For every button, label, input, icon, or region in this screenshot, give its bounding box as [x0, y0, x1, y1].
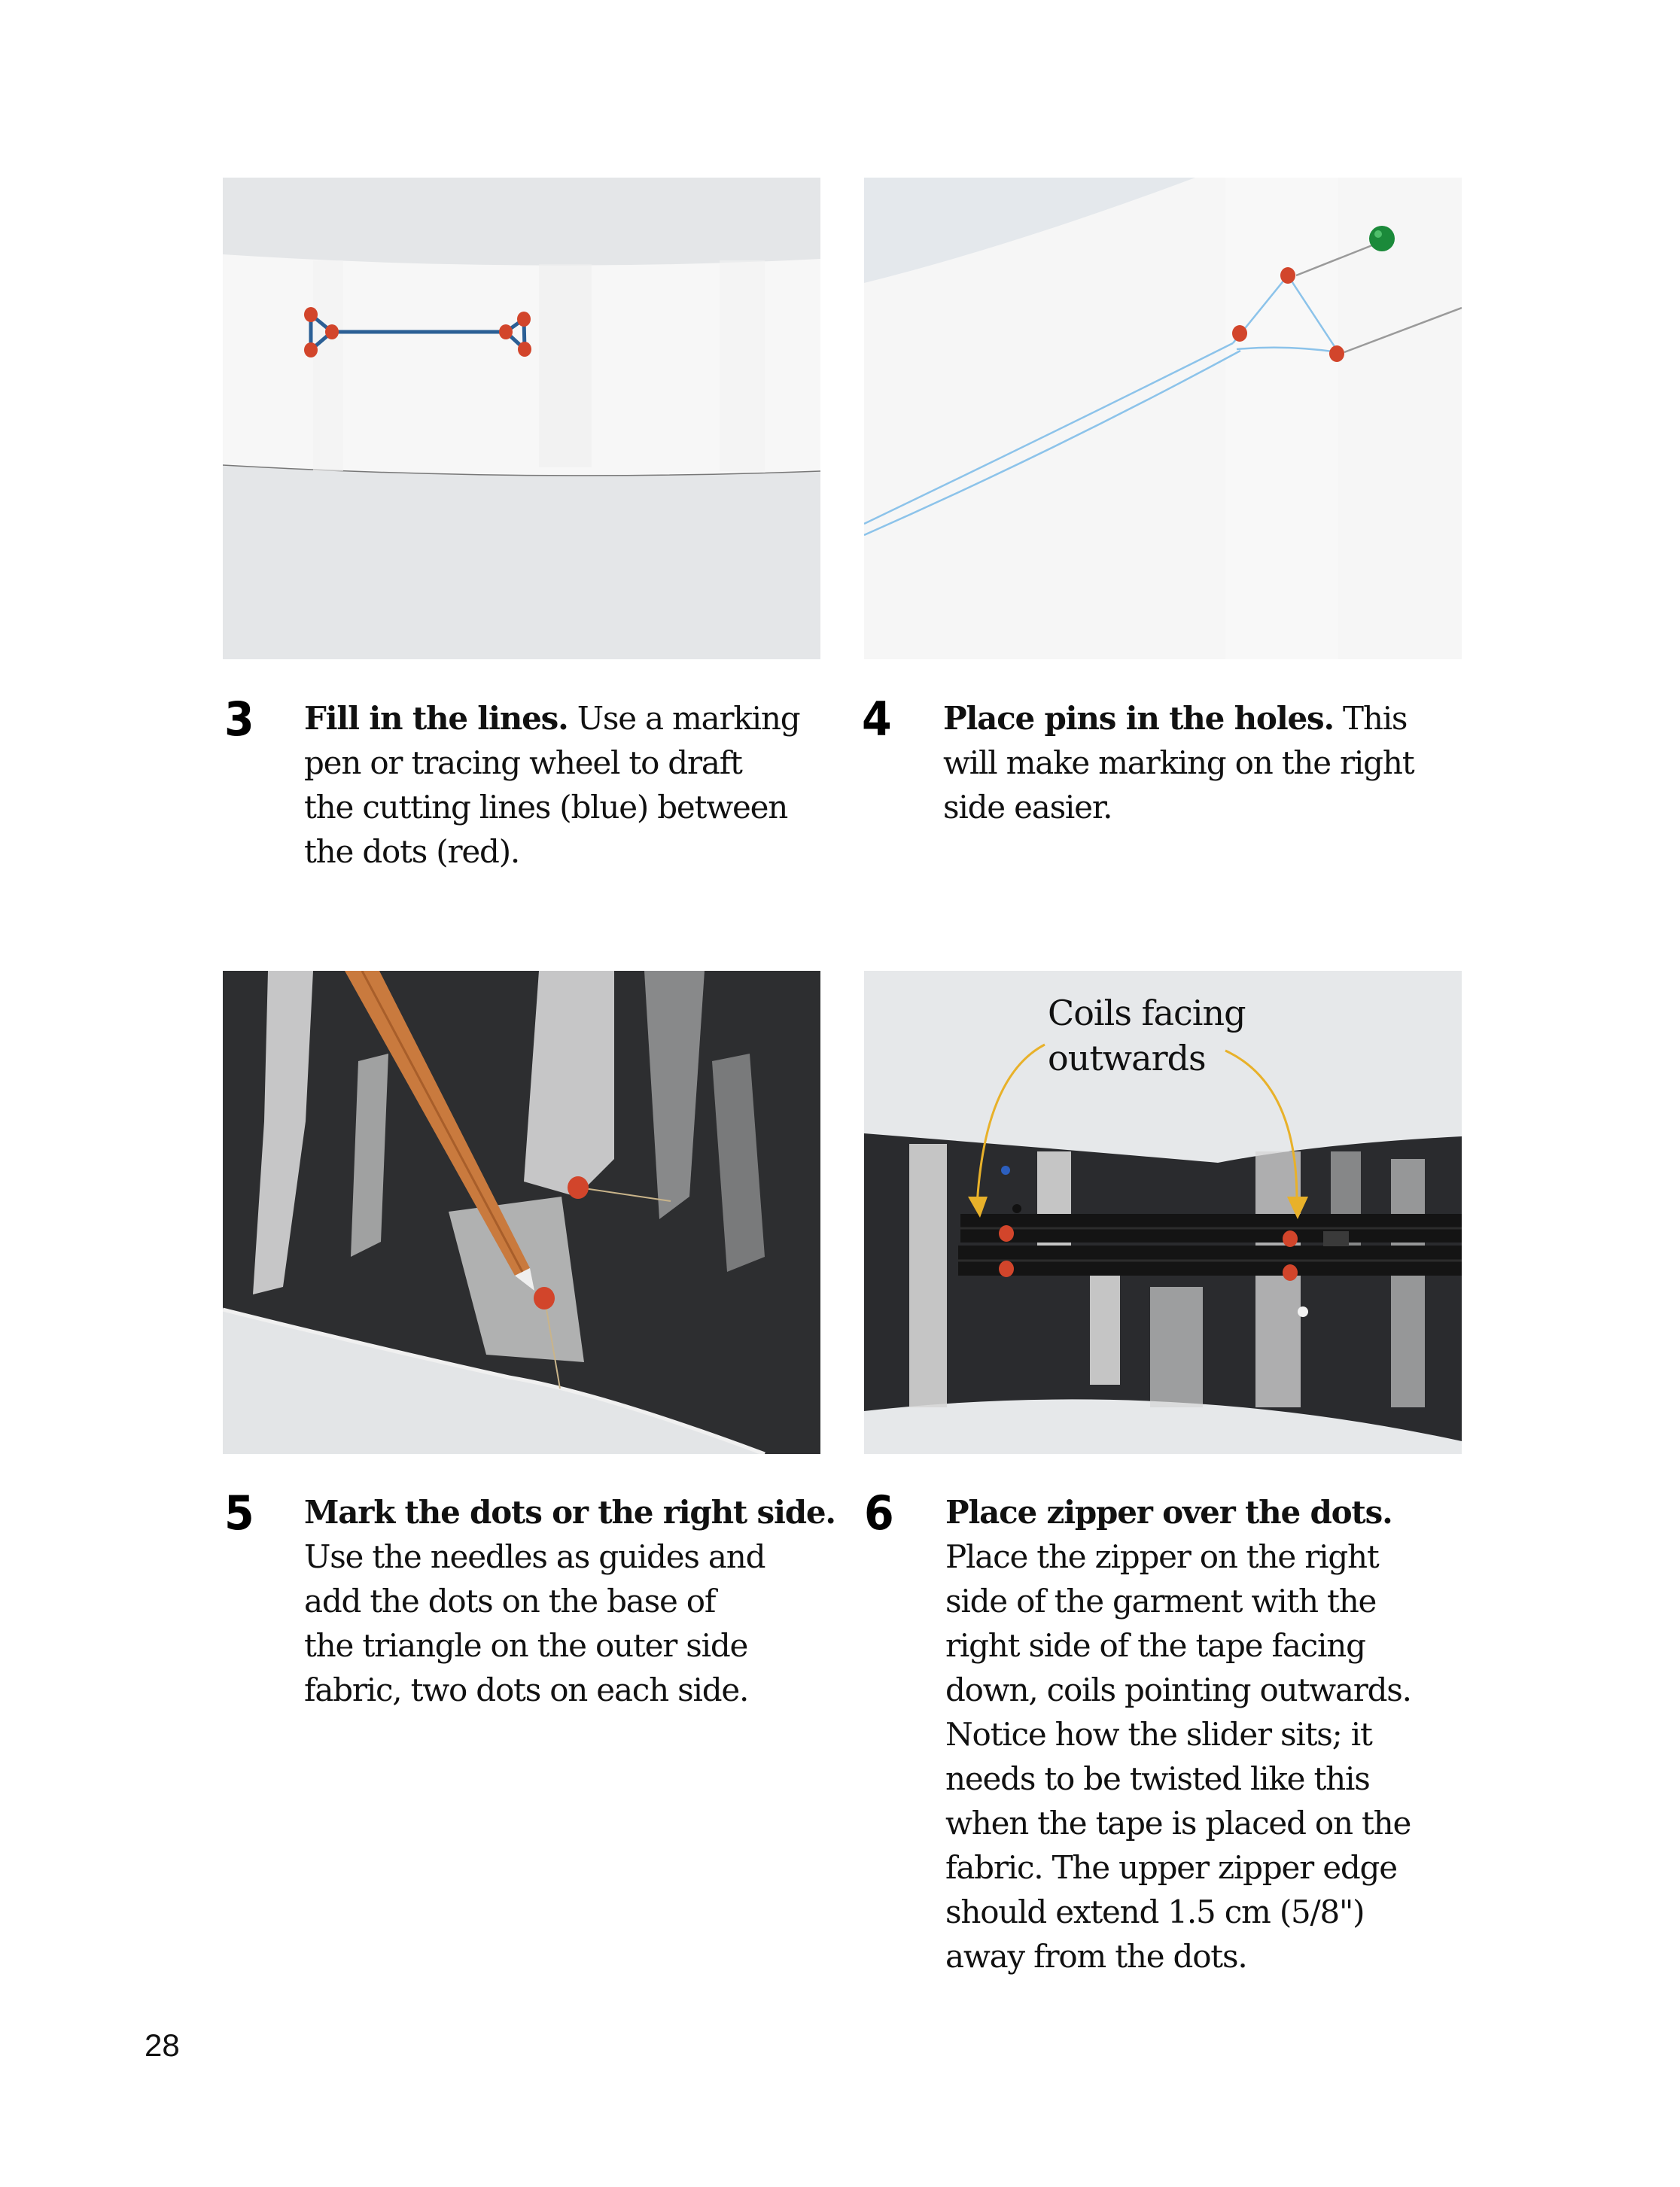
step-line: when the tape is placed on the: [945, 1805, 1411, 1842]
step-line: fabric, two dots on each side.: [304, 1671, 749, 1708]
step-line: side easier.: [943, 789, 1112, 826]
step-line: Use the needles as guides and: [304, 1538, 765, 1575]
step4-photo: [864, 178, 1462, 659]
step-number: 5: [224, 1486, 254, 1541]
step-line: needs to be twisted like this: [945, 1760, 1370, 1797]
step-text: [943, 696, 1462, 829]
step-line: add the dots on the base of: [304, 1583, 716, 1620]
step-number: 6: [864, 1486, 894, 1541]
callout-line-2: outwards: [1048, 1038, 1206, 1078]
step3-photo: [223, 178, 820, 659]
step-text: [304, 696, 831, 874]
step-line: should extend 1.5 cm (5/8"): [945, 1893, 1365, 1930]
step-line: pen or tracing wheel to draft: [304, 744, 742, 781]
step-heading: Place zipper over the dots.: [945, 1494, 1392, 1531]
step-heading: Place pins in the holes.: [943, 700, 1334, 737]
step-line: the cutting lines (blue) between: [304, 789, 788, 826]
step-line: will make marking on the right: [943, 744, 1414, 781]
step-heading: Mark the dots or the right side.: [304, 1494, 835, 1531]
pinned-fabric-illustration: [864, 178, 1462, 659]
step-line: Place pins in the holes. This: [943, 700, 1408, 737]
step-number: 3: [224, 692, 254, 747]
step-line: down, coils pointing outwards.: [945, 1671, 1411, 1708]
fabric-band-illustration: [223, 178, 820, 659]
page-number: 28: [145, 2027, 180, 2063]
step-line: the triangle on the outer side: [304, 1627, 748, 1664]
step-line: Place the zipper on the right: [945, 1538, 1379, 1575]
step-heading: Fill in the lines.: [304, 700, 568, 737]
zipper-illustration: [864, 971, 1462, 1454]
step5-photo: [223, 971, 820, 1454]
step6-photo: [864, 971, 1462, 1454]
step-line: the dots (red).: [304, 833, 520, 870]
step-line: Notice how the slider sits; it: [945, 1716, 1372, 1753]
callout-line-1: Coils facing: [1048, 993, 1246, 1033]
step-line: side of the garment with the: [945, 1583, 1377, 1620]
step-line: [945, 1490, 1465, 1535]
step-text: [945, 1490, 1465, 1979]
step-line: away from the dots.: [945, 1938, 1247, 1975]
step-line: right side of the tape facing: [945, 1627, 1365, 1664]
step-number: 4: [862, 692, 892, 747]
step-text: [304, 1490, 835, 1712]
step-line: Fill in the lines. Use a marking: [304, 700, 800, 737]
step-line: [304, 1490, 835, 1535]
step-line: fabric. The upper zipper edge: [945, 1849, 1397, 1886]
pencil-marking-illustration: [223, 971, 820, 1454]
